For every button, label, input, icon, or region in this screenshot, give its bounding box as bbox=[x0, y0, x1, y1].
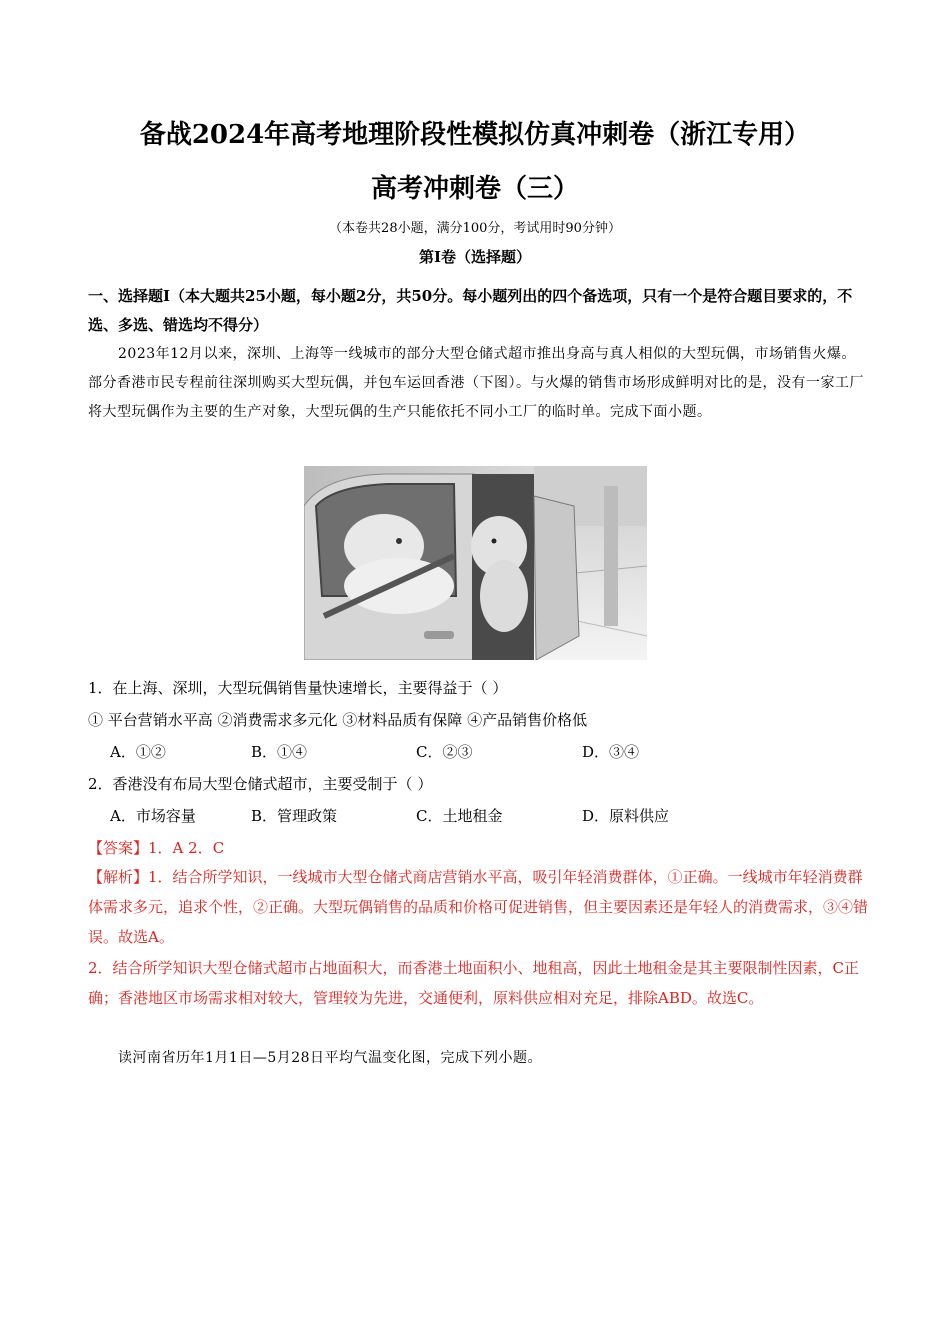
q1-option-a: A．①② bbox=[110, 743, 166, 761]
analysis-paragraph-2: 2．结合所学知识大型仓储式超市占地面积大，而香港土地面积小、地租高，因此土地租金是其主要限制性因素，C正确；香港地区市场需求相对较大，管理较为先进，交通便利，原料供应相对充足，排除ABD。故选C。 bbox=[88, 959, 860, 1007]
q2-option-a: A．市场容量 bbox=[110, 807, 196, 825]
question-1-stem: 1．在上海、深圳，大型玩偶销售量快速增长，主要得益于（ ） bbox=[88, 679, 508, 697]
exam-subtitle: 高考冲刺卷（三） bbox=[370, 174, 579, 204]
q2-option-b: B．管理政策 bbox=[251, 807, 338, 825]
exam-title: 备战2024年高考地理阶段性模拟仿真冲刺卷（浙江专用） bbox=[139, 120, 811, 150]
analysis-text-1: 1．结合所学知识，一线城市大型仓储式商店营销水平高，吸引年轻消费群体，①正确。一线城市年轻消费群体需求多元，追求个性，②正确。大型玩偶销售的品质和价格可促进销售，但主要因素还是年轻人的消费需求，③④错误。故选A。 bbox=[88, 868, 869, 946]
analysis-paragraph-1 bbox=[88, 862, 868, 952]
question-2-stem: 2．香港没有布局大型仓储式超市，主要受制于（ ） bbox=[88, 775, 433, 793]
section-title: 第Ⅰ卷（选择题） bbox=[418, 248, 532, 266]
q1-option-b: B．①④ bbox=[251, 743, 308, 761]
q1-option-c: C．②③ bbox=[416, 743, 473, 761]
q2-option-d: D．原料供应 bbox=[582, 807, 670, 825]
exam-note: （本卷共28小题，满分100分，考试用时90分钟） bbox=[329, 221, 621, 236]
section-instruction: 一、选择题Ⅰ（本大题共25小题，每小题2分，共50分。每小题列出的四个备选项，只有一个是符合题目要求的，不选、多选、错选均不得分） bbox=[88, 287, 853, 334]
answer-line bbox=[88, 837, 224, 858]
car-with-plush-toys-photo bbox=[304, 466, 647, 660]
answer-label: 【答案】 bbox=[88, 839, 149, 857]
next-question-prompt: 读河南省历年1月1日—5月28日平均气温变化图，完成下列小题。 bbox=[118, 1050, 543, 1066]
analysis-label: 【解析】 bbox=[88, 868, 149, 886]
q1-option-d: D．③④ bbox=[582, 743, 640, 761]
reading-passage: 2023年12月以来，深圳、上海等一线城市的部分大型仓储式超市推出身高与真人相似的大型玩偶，市场销售火爆。部分香港市民专程前往深圳购买大型玩偶，并包车运回香港（下图）。与火爆的销售市场形成鲜明对比的是，没有一家工厂将大型玩偶作为主要的生产对象，大型玩偶的生产只能依托不同小工厂的临时单。完成下面小题。 bbox=[88, 346, 864, 420]
question-1-statements: ① 平台营销水平高 ②消费需求多元化 ③材料品质有保障 ④产品销售价格低 bbox=[88, 711, 588, 729]
q2-option-c: C．土地租金 bbox=[416, 807, 503, 825]
answer-text: 1．A 2．C bbox=[148, 839, 225, 857]
